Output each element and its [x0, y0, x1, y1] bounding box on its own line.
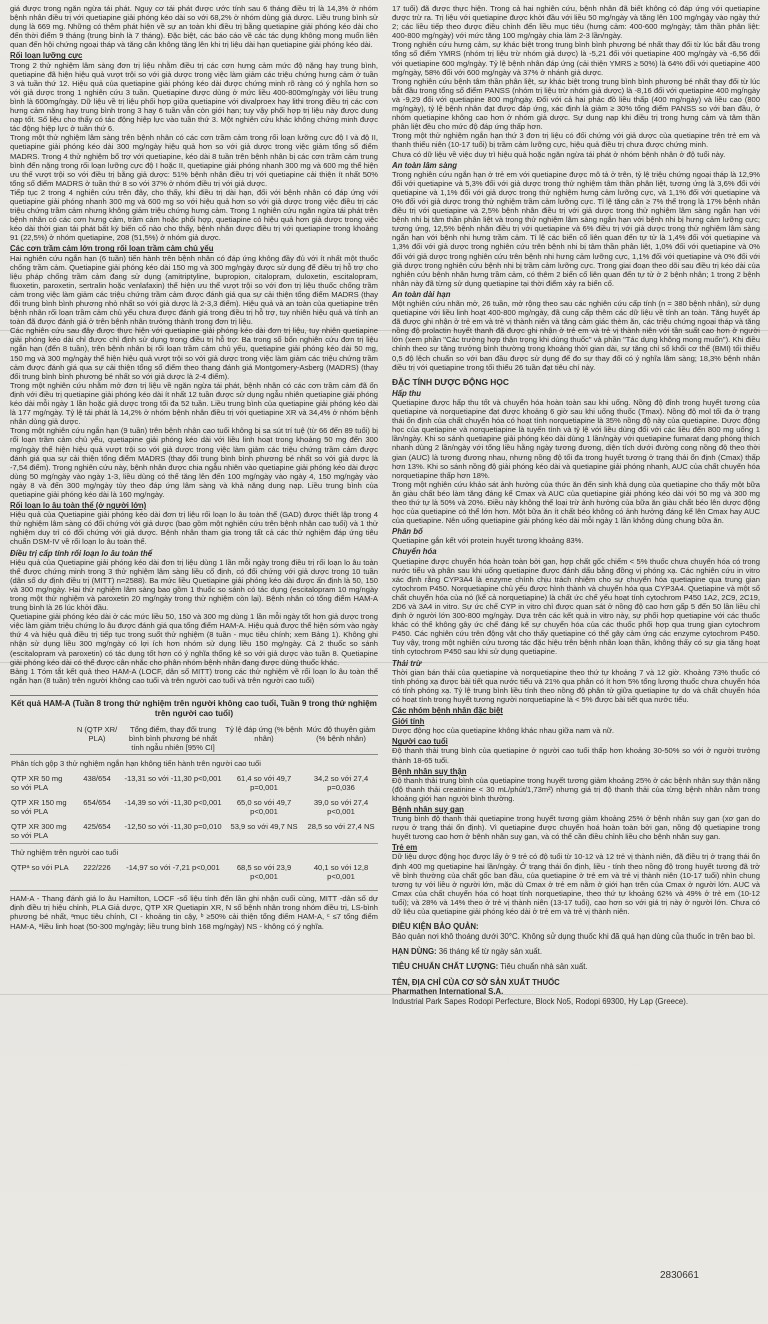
table-header: Tỷ lệ đáp ứng (% bệnh nhân): [224, 723, 304, 755]
table-cell: 53,9 so với 49,7 NS: [230, 821, 298, 831]
results-table: [10, 723, 378, 884]
table-title: Kết quả HAM-A (Tuần 8 trong thử nghiệm trên người không cao tuổi, Tuần 9 trong thử nghiệm trên người cao tuổi): [11, 698, 377, 718]
field-value: Bảo quản nơi khô thoáng dưới 30°C. Không sử dụng thuốc khi đã quá hạn dùng của thuốc in trên bao bì.: [392, 931, 756, 941]
field-value: Tiêu chuẩn nhà sản xuất.: [500, 962, 588, 972]
section-subheading: Hấp thu: [392, 388, 422, 398]
section-subheading: Chuyển hóa: [392, 547, 437, 557]
paragraph: Trong 2 thử nghiệm lâm sàng đơn trị liệu nhằm điều trị các cơn hưng cảm mức độ nặng hay trung bình, quetiapine đã hiện hiệu quả vượt trội so với giả dược trong việc làm giảm các triệu chứng hưng cảm ở tuần 3 và tuần thứ 12. Hiệu quả của quetiapine giải phóng kéo dài được chứng minh rõ ràng có ý nghĩa hơn so với giả dược trong 1 nghiên cứu 3 tuần. Quetiapine được dùng ở mức liều 400-800mg/ngày với liều trung bình là 600mg/ngày. Dữ liệu về trị liệu phối hợp giữa quetiapine với divalproex hay lithi trong điều trị các cơn hưng cảm nặng hay trung bình trong 3 hay 6 tuần vẫn còn giới hạn; tuy vậy phối hợp trị liệu này được dung nạp tốt. Số liệu cho thấy có tác động hiệp lực vào tuần thứ 3. Một nghiên cứu khác không chứng minh được tác động hiệp lực ở tuần thứ 6.: [10, 60, 378, 134]
table-cell: -12,50 so với -11,30 p=0,010: [124, 821, 222, 831]
paragraph: Hiệu quả của Quetiapine giải phóng kéo dài đơn trị liệu rối loạn lo âu toàn thể (GAD) được thiết lập trong 4 thử nghiệm lâm sàng có đối chứng với giả dược (bao gồm một nghiên cứu trên bệnh nhân cao tuổi) và 1 thử nghiệm duy trì có đối chứng với giả dược. Bệnh nhân tham gia trong tất cả các thử nghiệm đáp ứng tiêu chuẩn DSM-IV về rối loạn lo âu toàn thể.: [10, 510, 378, 547]
table-row: [10, 819, 378, 844]
paragraph: Dược động học của quetiapine không khác nhau giữa nam và nữ.: [392, 726, 615, 736]
section-heading: Bệnh nhân suy thận: [392, 766, 467, 776]
paragraph: Độ thanh thải trung bình của quetiapine trong huyết tương giảm khoảng 25% ở các bệnh nhân suy thận nặng (độ thanh thải creatinine < 30 mL/phút/1,73m²) nhưng giá trị độ thanh thải của từng bệnh nhân nằm trong khoảng giới hạn người bình thường.: [392, 775, 760, 803]
table-cell: 68,5 so với 23,9 p<0,001: [236, 862, 292, 881]
paragraph: Chưa có dữ liệu về việc duy trì hiệu quả hoặc ngăn ngừa tái phát ở nhóm bệnh nhân ở độ tuổi này.: [392, 149, 726, 159]
section-heading: Rối loạn lo âu toàn thể (ở người lớn): [10, 501, 147, 511]
right-column: [392, 4, 760, 1320]
field-value: 36 tháng kể từ ngày sản xuất.: [438, 946, 542, 956]
paragraph: Quetiapine được hấp thu tốt và chuyển hóa hoàn toàn sau khi uống. Nồng độ đỉnh trong huyết tương của quetiapine và norquetiapine đạt được khoảng 6 giờ sau khi uống thuốc (Tmax). Nồng độ mol tối đa ở trạng thái ổn định của chất chuyển hóa có hoạt tính norquetiapine là 35% nồng độ này của quetiapine. Dược động học của quetiapine và norquetiapine là tuyến tính và tỷ lệ với liều dùng đối với các liều đến 800 mg uống 1 lần/ngày. Khi so sánh quetiapine giải phóng kéo dài dùng 1 lần/ngày với quetiapine fumarat dạng phóng thích nhanh dùng 2 lần/ngày với tổng liều hằng ngày tương đương, diện tích dưới đường cong nồng độ theo thời gian (AUC) là tương đương nhau, nhưng nồng độ tối đa trong huyết tương ở trạng thái ổn định (Cmax) thấp hơn 13%. Khi so sánh nồng độ giải phóng kéo dài và quetiapine giải phóng nhanh, AUC của chất chuyển hóa norquetiapine thấp hơn 18%.: [392, 397, 760, 480]
table-cell: 28,5 so với 27,4 NS: [307, 821, 375, 831]
table-row: [10, 771, 378, 795]
table-cell: -14,97 so với -7,21 p<0,001: [126, 862, 220, 872]
paragraph: Trong một thử nghiệm lâm sàng trên bệnh nhân có các cơn trầm cảm trong rối loạn lưỡng cực độ I và độ II, quetiapine giải phóng kéo dài 300 mg/ngày hiệu quả hơn so với giả dược trong việc giảm tổng số điểm MADRS. Trong 4 thử nghiệm bổ trợ với quetiapine, kéo dài 8 tuần trên bệnh nhân bị các cơn trầm cảm trung bình đến nặng trong rối loạn lưỡng cực độ I hoặc II, quetiapine giải phóng nhanh 300 mg và 600 mg thể hiện ưu thế vượt trội so với điều trị bằng giả dược: 51% bệnh nhân điều trị với quetiapine cải thiện ít nhất 50% tổng số điểm MADRS ở tuần thứ 8 so với 37% ở nhóm điều trị với giả dược.: [10, 133, 378, 188]
table-footnote: HAM-A - Thang đánh giá lo âu Hamilton, LOCF -số liệu tính đến lần ghi nhận cuối cùng, MITT -dân số dự định điều trị hiệu chỉnh, PLA Giả dược, QTP XR Quetiapin XR, N số bệnh nhân trong nhóm điều trị, LS-bình phương bé nhất, ᵃmục tiêu chính, CI - khoảng tin cậy, ᵇ ≥50% cải thiện tổng điểm HAM-A, ᶜ ≤7 tổng điểm HAM-A, ᵃliều linh hoạt (50-300 mg/ngày; liều trung bình 168 mg/ngày) NS - không có ý nghĩa.: [10, 890, 378, 931]
paragraph: Trong một nghiên cứu nhằm mở đơn trị liệu về ngăn ngừa tái phát, bệnh nhân có các cơn trầm cảm đã ổn định với điều trị quetiapine giải phóng kéo dài ít nhất 12 tuần được sử dụng ngẫu nhiên quetiapine giải phóng kéo dài mỗi ngày 1 lần hoặc giả dược trong tối đa 52 tuần. Liều trung bình của quetiapine giải phóng kéo dài là 177 mg/ngày. Tỷ lệ tái phát là 14,2% ở nhóm bệnh nhân điều trị với quetiapine XR và 34,4% ở nhóm bệnh nhân dùng giả dược.: [10, 380, 378, 427]
table-cell: QTP XR 150 mg so với PLA: [11, 797, 67, 816]
paragraph: Trung bình độ thanh thải quetiapine trong huyết tương giảm khoảng 25% ở bệnh nhân suy gan (xơ gan do rượu ở trạng thái ổn định). Vì quetiapine được chuyển hoá hoàn toàn bởi gan, nồng độ quetiapine trong huyết tương cao hơn ở bệnh nhân suy gan, và có thể cần điều chỉnh liều cho bệnh nhân suy gan.: [392, 814, 760, 842]
manufacturer-address: Industrial Park Sapes Rodopi Perfecture, Block No5, Rodopi 69300, Hy Lạp (Greece).: [392, 996, 689, 1006]
paragraph: Độ thanh thải trung bình của quetiapine ở người cao tuổi thấp hơn khoảng 30-50% so với ở người trưởng thành 18-65 tuổi.: [392, 746, 760, 765]
manufacturer-name: Pharmathen International S.A.: [392, 987, 504, 997]
table-cell: 40,1 so với 12,8 p<0,001: [313, 862, 369, 881]
paragraph: Một nghiên cứu nhãn mở, 26 tuần, mở rộng theo sau các nghiên cứu cấp tính (n = 380 bệnh nhân), sử dụng quetiapine với liều linh hoạt 400-800 mg/ngày, đã cung cấp thêm các dữ liệu về tính an toàn. Tăng huyết áp đã được ghi nhận ở trẻ em và trẻ vị thành niên và tăng cảm giác thèm ăn, các triệu chứng ngoại tháp và tăng nồng độ prolactin huyết thanh đã được ghi nhận ở trẻ em và trẻ vị thành niên với tần suất cao hơn ở người lớn (xem phần "Các trường hợp thận trọng khi dùng thuốc" và phần "Tác dụng không mong muốn"). Khi điều chỉnh theo sự tăng trưởng bình thường trong khoảng thời gian dài, sự tăng chỉ số khối cơ thể (BMI) tối thiểu 0,5 độ lệch chuẩn so với ban đầu được sử dụng để đo sự thay đổi có ý nghĩa lâm sàng; 18,3% bệnh nhân điều trị với quetiapine trong tối thiểu 26 tuần đạt tiêu chí này.: [392, 299, 760, 372]
section-heading: Trẻ em: [392, 843, 418, 853]
table-cell: QTP XR 50 mg so với PLA: [11, 773, 63, 792]
paragraph: Hai nghiên cứu ngắn hạn (6 tuần) tiến hành trên bệnh nhân có đáp ứng không đầy đủ với ít nhất một thuốc chống trầm cảm. Quetiapine giải phóng kéo dài 150 mg và 300 mg/ngày được sử dụng để điều trị hỗ trợ cho liệu pháp chống trầm cảm đang sử dụng (amitriptyline, bupropion, citalopram, duloxetin, escitalopram, fluoxetin, paroxetin, sertralin hoặc venlafaxin) thể hiện ưu thế vượt trội so với đơn trị liệu thuốc chống trầm cảm trong việc làm giảm các triệu chứng trầm cảm được đánh giá qua sự cải thiện tổng điểm MADRS (thay đổi trung bình bình phương nhỏ nhất so với giả dược là 2-3,3 điểm). Hiệu quả và an toàn của quetiapine trên bệnh nhân rối loạn trầm cảm chủ yếu chưa được đánh giá trong điều trị hỗ trợ, tuy nhiên hiệu quả và tính an toàn đã được đánh giá ở trên bệnh nhân trưởng thành trong đơn trị liệu.: [10, 253, 378, 327]
section-subheading: An toàn dài hạn: [392, 289, 451, 299]
table-header: [10, 723, 72, 755]
table-cell: 39,0 so với 27,4 p<0,001: [313, 797, 369, 816]
manufacturer-section: [392, 978, 760, 1006]
table-cell: 222/226: [83, 862, 111, 872]
paragraph: Trong một thử nghiệm ngắn hạn thứ 3 đơn trị liệu có đối chứng với giả dược của quetiapine trên trẻ em và thanh thiếu niên (10-17 tuổi) bị trầm cảm lưỡng cực, hiệu quả điều trị chưa được chứng minh.: [392, 131, 760, 150]
expiry-section: [392, 947, 760, 956]
paragraph: Tiếp tục 2 trong 4 nghiên cứu trên đây, cho thấy, khi điều trị dài hạn, đối với bệnh nhân có đáp ứng với quetiapine giải phóng nhanh 300 mg và 600 mg so với hiệu quả hơn so với giả dược trong việc điều trị các triệu chứng trầm cảm nhưng không giảm triệu chứng hưng cảm. Trong 1 nghiên cứu ngăn ngừa tái phát trên bệnh nhân có các cơn hưng cảm, trầm cảm hoặc phối hợp, quetiapine có hiệu quả hơn giả dược trong việc kéo dài thời gian tái phát bất kỳ biến cố nào cho thấy, bệnh nhân được điều trị với quetiapine trong khoảng 91 (22,5%) ở nhóm quetiapine, 208 (51,5%) ở nhóm giả dược.: [10, 187, 378, 243]
document-code: 2830661: [660, 1270, 699, 1281]
section-subheading: Phân bố: [392, 527, 423, 537]
table-cell: 438/654: [83, 773, 111, 783]
table-row: [10, 795, 378, 819]
table-cell: 654/654: [83, 797, 111, 807]
paragraph: giá được trong ngăn ngừa tái phát. Nguy cơ tái phát được ước tính sau 6 tháng điều trị là 14,3% ở nhóm bệnh nhân điều trị với quetiapine giải phóng kéo dài so với 68,2% ở nhóm dùng giả dược. Liều trung bình sử dụng là 669 mg. Những có thêm phát hiện về sự an toàn khi điều trị bằng quetiapine giải phóng kéo dài cho đến thời điểm 9 tháng (trung bình là 7 tháng). Đặc biệt, các báo cáo về các tác dụng không mong muốn liên quan đến hội chứng ngoại tháp và tăng cân không tăng lên khi trị liệu dài hạn quetiapine giải phóng kéo dài.: [10, 4, 378, 50]
section-heading: Giới tính: [392, 717, 425, 727]
paragraph: Trong một nghiên cứu ngắn hạn (9 tuần) trên bệnh nhân cao tuổi không bị sa sút trí tuệ (từ 66 đến 89 tuổi) bị rối loạn trầm cảm chủ yếu, quetiapine giải phóng kéo dài với liều linh hoạt trong khoảng 50 mg đến 300 mg/ngày thể hiện hiệu quả vượt trội so với giả dược trong việc làm giảm các triệu chứng trầm cảm được đánh giá qua sự cải thiện tổng điểm MADRS (thay đổi trung bình bình phương bé nhất so với giả dược là -7,54 điểm). Trong nghiên cứu này, bệnh nhân được chia ngẫu nhiên vào quetiapine giải phóng kéo dài được dùng 50 mg/ngày vào ngày 1-3, liều dùng có thể tăng lên đến 100 mg/ngày vào ngày 4, 150 mg/ngày vào ngày 8 và đến 300 mg/ngày tùy theo đáp ứng lâm sàng và khả năng dung nạp. Liều trung bình của quetiapine giải phóng kéo dài là 160 mg/ngày.: [10, 426, 378, 499]
field-label: ĐIỀU KIỆN BẢO QUẢN:: [392, 922, 479, 932]
field-label: HẠN DÙNG:: [392, 946, 437, 956]
storage-section: [392, 922, 760, 941]
table-cell: 61,4 so với 49,7 p=0,001: [236, 773, 292, 792]
paragraph: Hiệu quả của Quetiapine giải phóng kéo dài đơn trị liệu dùng 1 lần mỗi ngày trong điều trị rối loạn lo âu toàn thể được chứng minh trong 3 thử nghiệm lâm sàng liều cố định, có đối chứng với giả dược trong 10 tuần (dân số dự định điều trị (MITT) n=2588). Ba mức liều Quetiapine giải phóng kéo dài được ấn định là 50, 150 và 300 mg/ngày. Hai thử nghiệm lâm sàng bao gồm 1 thuốc so sánh có tác dụng (escitalopram 10 mg/ngày trong một thử nghiệm và paroxetin 20 mg/ngày trong thử nghiệm còn lại). Bệnh nhân có tổng điểm HAM-A trung bình là 26 lúc khởi đầu.: [10, 557, 378, 613]
table-cell: 65,0 so với 49,7 p<0,001: [236, 797, 292, 816]
table-cell: -13,31 so với -11,30 p<0,001: [124, 773, 222, 783]
paragraph: Trong một nghiên cứu khảo sát ảnh hưởng của thức ăn đến sinh khả dụng của quetiapine cho thấy một bữa ăn giàu chất béo làm tăng đáng kể Cmax và AUC của quetiapine giải phóng kéo dài với 50 mg và 300 mg theo thứ tự là 50% và 20%. Điều này không thể loại trừ ảnh hưởng của bữa ăn giàu chất béo lên dược động học của quetiapine có thể lớn hơn. Một bữa ăn ít chất béo không có ảnh hưởng đáng kể lên Cmax hay AUC của quetiapine. Nên uống quetiapine giải phóng kéo dài mỗi ngày 1 lần không dùng chung bữa ăn.: [392, 479, 760, 526]
paragraph: Trong nghiên cứu ngắn hạn ở trẻ em với quetiapine được mô tả ở trên, tỷ lệ triệu chứng ngoại tháp là 12,9% đối với quetiapine và 5,3% đối với giả dược trong thử nghiệm tâm thần phân liệt, tương ứng là 3,6% đối với quetiapine và 1,1% đối với giả dược trong thử nghiệm hưng cảm lưỡng cực, và 1,1% đối với quetiapine và 0% đối với giả dược trong thử nghiệm trầm cảm lưỡng cực. Tỉ lệ tăng cân ≥ 7% thể trọng là 17% bệnh nhân điều trị với quetiapine và 2,5% bệnh nhân điều trị với giả dược trong thử nghiệm lâm sàng ngắn hạn với bệnh nhi bị tâm thần phân liệt và trong thử nghiệm lâm sàng ngắn hạn với bệnh nhi bị hưng cảm lưỡng cực; tương ứng, 12,5% bệnh nhân điều trị với quetiapine và 6% điều trị với giả dược trong thử nghiệm lâm sàng ngắn hạn với bệnh nhi hưng trầm cảm. Tỉ lệ các biến cố liên quan đến tự tử là 1,4% đối với quetiapine và 1,3% đối với giả dược trong nghiên cứu trên bệnh nhi bị tâm thần phân liệt, 1,0% đối với quetiapine và 0% đối với giả dược trong nghiên cứu trên bệnh nhi hưng cảm lưỡng cực, 1,1% đối với quetiapine và 0% đối với giả dược trong nghiên cứu bệnh nhi bị trầm cảm lưỡng cực. Trong giai đoạn theo dõi sau điều trị kéo dài của nghiên cứu bệnh nhân hưng trầm cảm, có thêm 2 biến cố liên quan đến tự tử ở 2 bệnh nhân; 1 trong 2 bệnh nhân này đã từng sử dụng quetiapine tại thời điểm xảy ra biến cố.: [392, 169, 760, 288]
field-label: TÊN, ĐỊA CHỈ CỦA CƠ SỞ SẢN XUẤT THUỐC: [392, 977, 560, 987]
paragraph: Các nghiên cứu sau đây được thực hiện với quetiapine giải phóng kéo dài đơn trị liệu, tuy nhiên quetiapine giải phóng kéo dài chỉ được chỉ định sử dụng trong điều trị hỗ trợ: Ba trong số bốn nghiên cứu đơn trị liệu ngắn hạn (đến 8 tuần), trên bệnh nhân bị rối loạn trầm cảm chủ yếu, quetiapine giải phóng kéo dài 50 mg, 150 mg và 300 mg/ngày thể hiện hiệu quả vượt trội so với giả dược trong việc làm giảm các triệu chứng trầm cảm được đánh giá qua sự cải thiện tổng số điểm theo thang đánh giá Montgomery-Asberg (MADRS) (thay đổi trung bình bình phương bé nhất so với giả dược là 2-4 điểm).: [10, 326, 378, 381]
ham-a-results-table: [10, 695, 378, 931]
section-subheading: Thải trừ: [392, 658, 422, 668]
paragraph: 17 tuổi) đã được thực hiện. Trong cả hai nghiên cứu, bệnh nhân đã biết không có đáp ứng với quetiapine được trừ ra. Trị liệu với quetiapine được khởi đầu với liều 50 mg/ngày và tăng lên 100 mg/ngày vào ngày thứ 2; các liều tiếp theo được điều chỉnh đến liều mục tiêu (hưng cảm: 400-600 mg/ngày; tâm thần phân liệt: 400-800 mg/ngày) với mức tăng 100 mg/ngày chia làm 2-3 lần/ngày.: [392, 4, 760, 41]
section-heading: Người cao tuổi: [392, 737, 448, 747]
table-section-label: Phân tích gộp 3 thử nghiệm ngắn hạn không tiến hành trên người cao tuổi: [10, 754, 378, 771]
section-title: ĐẶC TÍNH DƯỢC ĐỘNG HỌC: [392, 376, 509, 387]
section-subheading: An toàn lâm sàng: [392, 160, 457, 170]
table-cell: 425/654: [83, 821, 111, 831]
left-column: [10, 4, 378, 1320]
section-heading: Các nhóm bệnh nhân đặc biệt: [392, 706, 503, 716]
section-subheading: Điều trị cấp tính rối loạn lo âu toàn thể: [10, 548, 153, 558]
table-header: Tổng điểm, thay đổi trung bình bình phương bé nhất tính ngẫu nhiên [95% CI]: [122, 723, 224, 755]
table-header: Mức độ thuyên giảm (% bệnh nhân): [304, 723, 378, 755]
paragraph: Dữ liệu dược động học được lấy ở 9 trẻ có độ tuổi từ 10-12 và 12 trẻ vị thành niên, đã điều trị ở trạng thái ổn định 400 mg quetiapine hai lần/ngày. Ở trạng thái ổn định, liều - tính theo nồng độ trong huyết tương đã trở về bình thường của chất gốc ban đầu, của quetiapine ở trẻ em và trẻ vị thành niên (10-17 tuổi) nhìn chung tương tự với liều ở người lớn, mặc dù Cmax ở trẻ em nằm ở giới hạn trên của Cmax ở người lớn. AUC và Cmax của chất chuyển hóa có hoạt tính norquetiapine, theo thứ tự khoảng 62% và 49% ở trẻ em (10-12 tuổi); và 28% và 14% theo ở trẻ vị thành niên (13-17 tuổi), cao hơn so với giá trị này ở người lớn. Chưa có dữ liệu của quetiapine giải phóng kéo dài ở trẻ em và trẻ vị thành niên.: [392, 852, 760, 916]
table-cell: QTP XR 300 mg so với PLA: [11, 821, 67, 840]
paragraph: Thời gian bán thải của quetiapine và norquetiapine theo thứ tự khoảng 7 và 12 giờ. Khoảng 73% thuốc có tính phóng xạ được bài tiết qua nước tiểu và 21% qua phân có ít hơn 5% tổng lượng thuốc chưa chuyển hóa có tính phóng xạ. Tỷ lệ trung bình liều tính theo nồng độ phân tử giữa quetiapine tự do và chất chuyển hóa có hoạt tính trong huyết tương người norquetiapine là < 5% được bài tiết qua nước tiểu.: [392, 667, 760, 704]
section-heading: Các cơn trầm cảm lớn trong rối loạn trầm cảm chủ yếu: [10, 244, 214, 254]
table-row: [10, 860, 378, 884]
quality-section: [392, 962, 760, 971]
table-cell: 34,2 so với 27,4 p=0,036: [313, 773, 369, 792]
table-section-label: Thử nghiệm trên người cao tuổi: [10, 843, 378, 860]
paragraph: Quetiapine gắn kết với protein huyết tương khoảng 83%.: [392, 536, 584, 546]
paragraph: Quetiapine được chuyển hóa hoàn toàn bởi gan, hợp chất gốc chiếm < 5% thuốc chưa chuyển hóa có trong nước tiểu và phân sau khi uống quetiapine được đánh dấu bằng đồng vị phóng xạ. Các nghiên cứu in vitro xác định rằng CYP3A4 là enzyme chính chịu trách nhiệm cho sự chuyển hóa quetiapine qua trung gian cytochrom P450. Norquetiapine chủ yếu được hình thành và chuyển hóa qua CYP3A4. Quetiapine và một số chất chuyển hóa của nó (kể cả norquetiapine) là chất ức chế yếu hoạt tính cytochrom P450 1A2, 2C9, 2C19, 2D6 và 3A4 in vitro. Sự ức chế CYP in vitro chỉ được quan sát ở nồng độ cao hơn gấp 5 đến 50 lần liều chỉ định ở người lớn 300-800 mg/ngày. Dựa trên các kết quả in vitro này, sự phối hợp quetiapine với các thuốc khác có thể không gây ức chế đáng kể sự chuyển hóa của các thuốc phối hợp qua trung gian cytochrom P450. Các nghiên cứu trên động vật cho thấy quetiapine có thể gây cảm ứng các enzyme cytochrom P450. Tuy vậy, trong một nghiên cứu tương tác đặc hiệu trên bệnh nhân loạn thần, không thấy có sự gia tăng hoạt tính cytochrom P450 sau khi sử dụng quetiapine.: [392, 556, 760, 657]
field-label: TIÊU CHUẨN CHẤT LƯỢNG:: [392, 962, 499, 972]
table-cell: QTPᵃ so với PLA: [11, 862, 69, 872]
paragraph: Trong nghiên cứu hưng cảm, sự khác biệt trong trung bình bình phương bé nhất thay đổi từ lúc bắt đầu trong tổng số điểm YMRS (nhóm trị liệu trừ nhóm giả dược) là -5,21 đối với quetiapine 400 mg/ngày và -6,56 đối với quetiapine 600 mg/ngày. Tỷ lệ bệnh nhân đáp ứng (cải thiện YMRS ≥ 50%) là 64% đối với quetiapine 400 mg/ngày, 58% đối với 600 mg/ngày và 37% ở nhánh giả dược.: [392, 40, 760, 77]
section-heading: Bệnh nhân suy gan: [392, 804, 464, 814]
paragraph: Bảng 1 Tóm tắt kết quả theo HAM-A (LOCF, dân số MITT) trong các thử nghiệm về rối loạn lo âu toàn thể ngắn hạn (8 tuần) trên người không cao tuổi và trên người cao tuổi và trên người cao tuổi): [10, 666, 378, 685]
table-cell: -14,39 so với -11,30 p<0,001: [124, 797, 222, 807]
paragraph: Quetiapine giải phóng kéo dài ở các mức liều 50, 150 và 300 mg dùng 1 lần mỗi ngày tốt hơn giả dược trong việc làm giảm triệu chứng lo âu được đánh giá qua tổng điểm HAM-A. Hiệu quả được thể hiện sớm vào ngày thứ 4 và hiệu quả điều trị tiếp tục trong suốt thử nghiệm (8 tuần - mục tiêu chính; xem Bảng 1). Không ghi nhận sử dụng liều 300 mg/ngày có lợi ích hơn nhóm sử dụng liều 150 mg/ngày. Cả 2 thuốc so sánh (escitalopram và paroxetin) có tác dụng tốt hơn có ý nghĩa thống kê so với giả dược vào tuần 8. Quetiapine giải phóng kéo dài có thể được cân nhắc cho phân nhóm bệnh nhân đang được dùng thuốc khác.: [10, 612, 378, 667]
paragraph: Trong nghiên cứu bệnh tâm thần phân liệt, sự khác biệt trong trung bình bình phương bé nhất thay đổi từ lúc bắt đầu trong tổng số điểm PANSS (nhóm trị liệu trừ nhóm giả dược) là -8,16 đối với quetiapine 400 mg/ngày và -9,29 đối với quetiapine 800 mg/ngày. Đối với cả hai phác đồ liều thấp (400 mg/ngày) và liều cao (800 mg/ngày), tỷ lệ bệnh nhân đạt được đáp ứng, xác định là giảm ≥ 30% tổng điểm PANSS so với ban đầu, ở nhóm quetiapine không cao hơn ở nhóm giả dược. Sự dung nạp khi điều trị trong hưng cảm và tâm thần phân liệt đều cho mức độ đáp ứng thấp hơn.: [392, 76, 760, 132]
table-header: N (QTP XR/ PLA): [72, 723, 122, 755]
section-heading: Rối loạn lưỡng cực: [10, 51, 83, 61]
